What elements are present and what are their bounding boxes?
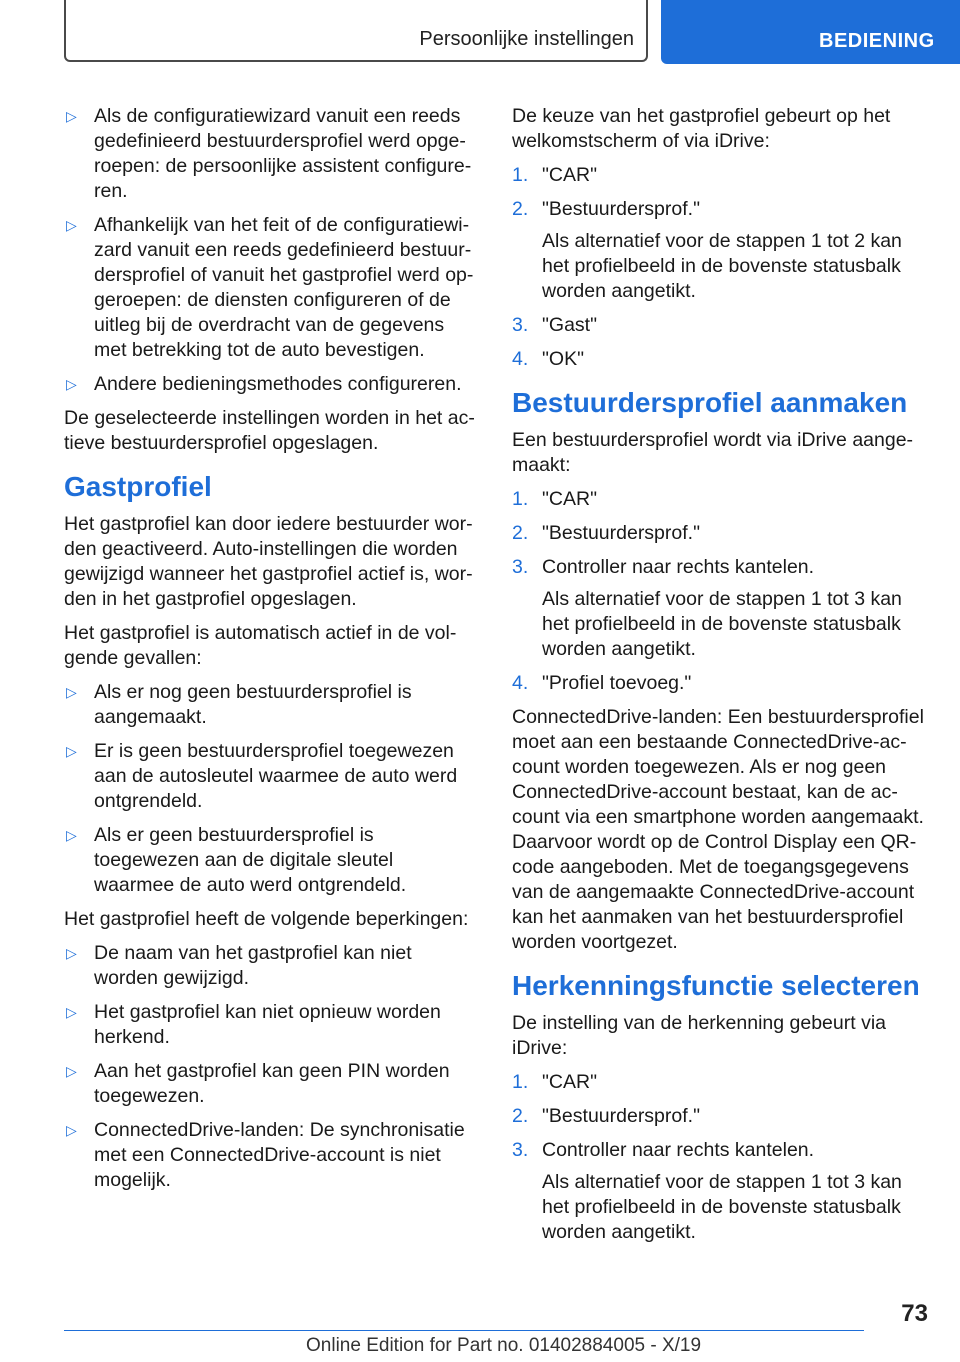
edition-note: Online Edition for Part no. 01402884005 - X/19 — [306, 1335, 702, 1356]
triangle-bullet-icon: ▷ — [66, 1063, 77, 1079]
triangle-bullet-icon: ▷ — [66, 1004, 77, 1020]
step-text: "Gast" — [542, 314, 598, 336]
step-text: Controller naar rechts kantelen. — [542, 556, 815, 578]
triangle-bullet-icon: ▷ — [66, 1122, 77, 1138]
chapter-tab — [661, 0, 960, 64]
page-header — [0, 0, 960, 66]
step-number: 3. — [512, 556, 529, 578]
step-note: Als alternatief voor de stappen 1 tot 3 kan het profielbeeld in de bovenste statusbalk worden aangetikt. — [542, 1171, 902, 1243]
step-text: "CAR" — [542, 164, 598, 186]
list-item — [64, 739, 476, 814]
left-column — [64, 104, 476, 1202]
footer-divider — [64, 1330, 864, 1331]
step-text: "Profiel toevoeg." — [542, 672, 692, 694]
step-note: Als alternatief voor de stappen 1 tot 3 kan het profielbeeld in de bovenste statusbalk worden aangetikt. — [542, 588, 902, 660]
step-item — [512, 671, 926, 696]
heading-create-profile: Bestuurdersprofiel aanmaken — [512, 387, 908, 418]
list-item-text: Er is geen bestuurdersprofiel toegewezen aan de autosleutel waarmee de auto werd ontgrendeld. — [94, 740, 458, 812]
paragraph-limits: Het gastprofiel heeft de volgende beperkingen: — [64, 908, 469, 930]
step-list-create — [512, 487, 926, 696]
list-item-text: ConnectedDrive-landen: De synchronisatie met een ConnectedDrive-account is niet mogelijk. — [94, 1119, 465, 1191]
bullet-list-limits — [64, 941, 476, 1193]
list-item — [64, 680, 476, 730]
step-text: "Bestuurdersprof." — [542, 198, 700, 220]
step-number: 3. — [512, 314, 529, 336]
list-item-text: Afhankelijk van het feit of de configuratiewizard vanuit een reeds gedefinieerd bestuurdersprofiel of vanuit het gastprofiel werd opgeroepen: de diensten configureren of de uitleg bij de overdracht van de gegevens met betrekking tot de auto bevestigen. — [94, 214, 474, 361]
triangle-bullet-icon: ▷ — [66, 376, 77, 392]
paragraph-connecteddrive: ConnectedDrive-landen: Een bestuurdersprofiel moet aan een bestaande ConnectedDrive-account worden toegewezen. Als er nog geen ConnectedDrive-account bestaat, kan de account via een smartphone worden aangemaakt. Daarvoor wordt op de Control Display een QR-code aangeboden. Met de toegangsgegevens van de aangemaakte ConnectedDrive-account kan het aanmaken van het bestuurdersprofiel worden voortgezet. — [512, 706, 924, 953]
section-tab — [64, 0, 648, 62]
step-text: "Bestuurdersprof." — [542, 1105, 700, 1127]
step-number: 1. — [512, 164, 529, 186]
step-number: 2. — [512, 198, 529, 220]
step-list-choice — [512, 163, 926, 372]
paragraph-gast-intro: Het gastprofiel kan door iedere bestuurder worden geactiveerd. Auto-instellingen die worden gewijzigd wanneer het gastprofiel actief is, worden in het gastprofiel opgeslagen. — [64, 513, 473, 610]
heading-recognition: Herkenningsfunctie selecteren — [512, 970, 920, 1001]
paragraph-gast-cases: Het gastprofiel is automatisch actief in de volgende gevallen: — [64, 622, 457, 669]
step-number: 4. — [512, 348, 529, 370]
step-note: Als alternatief voor de stappen 1 tot 2 kan het profielbeeld in de bovenste statusbalk worden aangetikt. — [542, 230, 902, 302]
paragraph-recognition: De instelling van de herkenning gebeurt via iDrive: — [512, 1012, 886, 1059]
bullet-list-intro — [64, 104, 476, 397]
step-text: "CAR" — [542, 488, 598, 510]
list-item — [64, 1000, 476, 1050]
step-item — [512, 521, 926, 546]
paragraph-saved: De geselecteerde instellingen worden in het actieve bestuurdersprofiel opgeslagen. — [64, 407, 475, 454]
right-column — [512, 104, 926, 1254]
list-item-text: Als er nog geen bestuurdersprofiel is aangemaakt. — [94, 681, 412, 728]
list-item — [64, 104, 476, 204]
list-item-text: Andere bedieningsmethodes configureren. — [94, 373, 462, 395]
list-item — [64, 941, 476, 991]
triangle-bullet-icon: ▷ — [66, 827, 77, 843]
heading-gastprofiel: Gastprofiel — [64, 471, 212, 502]
step-list-recognition — [512, 1070, 926, 1245]
triangle-bullet-icon: ▷ — [66, 743, 77, 759]
section-title: Persoonlijke instellingen — [419, 28, 634, 50]
step-number: 1. — [512, 1071, 529, 1093]
list-item — [64, 1118, 476, 1193]
triangle-bullet-icon: ▷ — [66, 684, 77, 700]
step-item — [512, 197, 926, 304]
list-item-text: Als de configuratiewizard vanuit een reeds gedefinieerd bestuurdersprofiel werd opgeroepen: de persoonlijke assistent configureren. — [94, 105, 472, 202]
step-number: 2. — [512, 1105, 529, 1127]
step-text: Controller naar rechts kantelen. — [542, 1139, 815, 1161]
chapter-title: BEDIENING — [819, 30, 935, 52]
list-item-text: Het gastprofiel kan niet opnieuw worden herkend. — [94, 1001, 441, 1048]
step-text: "Bestuurdersprof." — [542, 522, 700, 544]
list-item-text: De naam van het gastprofiel kan niet worden gewijzigd. — [94, 942, 412, 989]
paragraph-create: Een bestuurdersprofiel wordt via iDrive aangemaakt: — [512, 429, 914, 476]
bullet-list-cases — [64, 680, 476, 898]
list-item-text: Als er geen bestuurdersprofiel is toegewezen aan de digitale sleutel waarmee de auto werd ontgrendeld. — [94, 824, 407, 896]
step-text: "CAR" — [542, 1071, 598, 1093]
step-number: 4. — [512, 672, 529, 694]
triangle-bullet-icon: ▷ — [66, 217, 77, 233]
step-item — [512, 1104, 926, 1129]
step-item — [512, 1070, 926, 1095]
step-text: "OK" — [542, 348, 585, 370]
step-item — [512, 163, 926, 188]
step-item — [512, 487, 926, 512]
triangle-bullet-icon: ▷ — [66, 108, 77, 124]
triangle-bullet-icon: ▷ — [66, 945, 77, 961]
page-number: 73 — [901, 1300, 928, 1327]
step-item — [512, 1138, 926, 1245]
list-item — [64, 213, 476, 363]
step-item — [512, 313, 926, 338]
step-number: 3. — [512, 1139, 529, 1161]
list-item — [64, 1059, 476, 1109]
list-item-text: Aan het gastprofiel kan geen PIN worden toegewezen. — [94, 1060, 450, 1107]
list-item — [64, 823, 476, 898]
paragraph-choice: De keuze van het gastprofiel gebeurt op het welkomstscherm of via iDrive: — [512, 105, 891, 152]
step-number: 2. — [512, 522, 529, 544]
list-item — [64, 372, 476, 397]
step-item — [512, 347, 926, 372]
step-number: 1. — [512, 488, 529, 510]
step-item — [512, 555, 926, 662]
